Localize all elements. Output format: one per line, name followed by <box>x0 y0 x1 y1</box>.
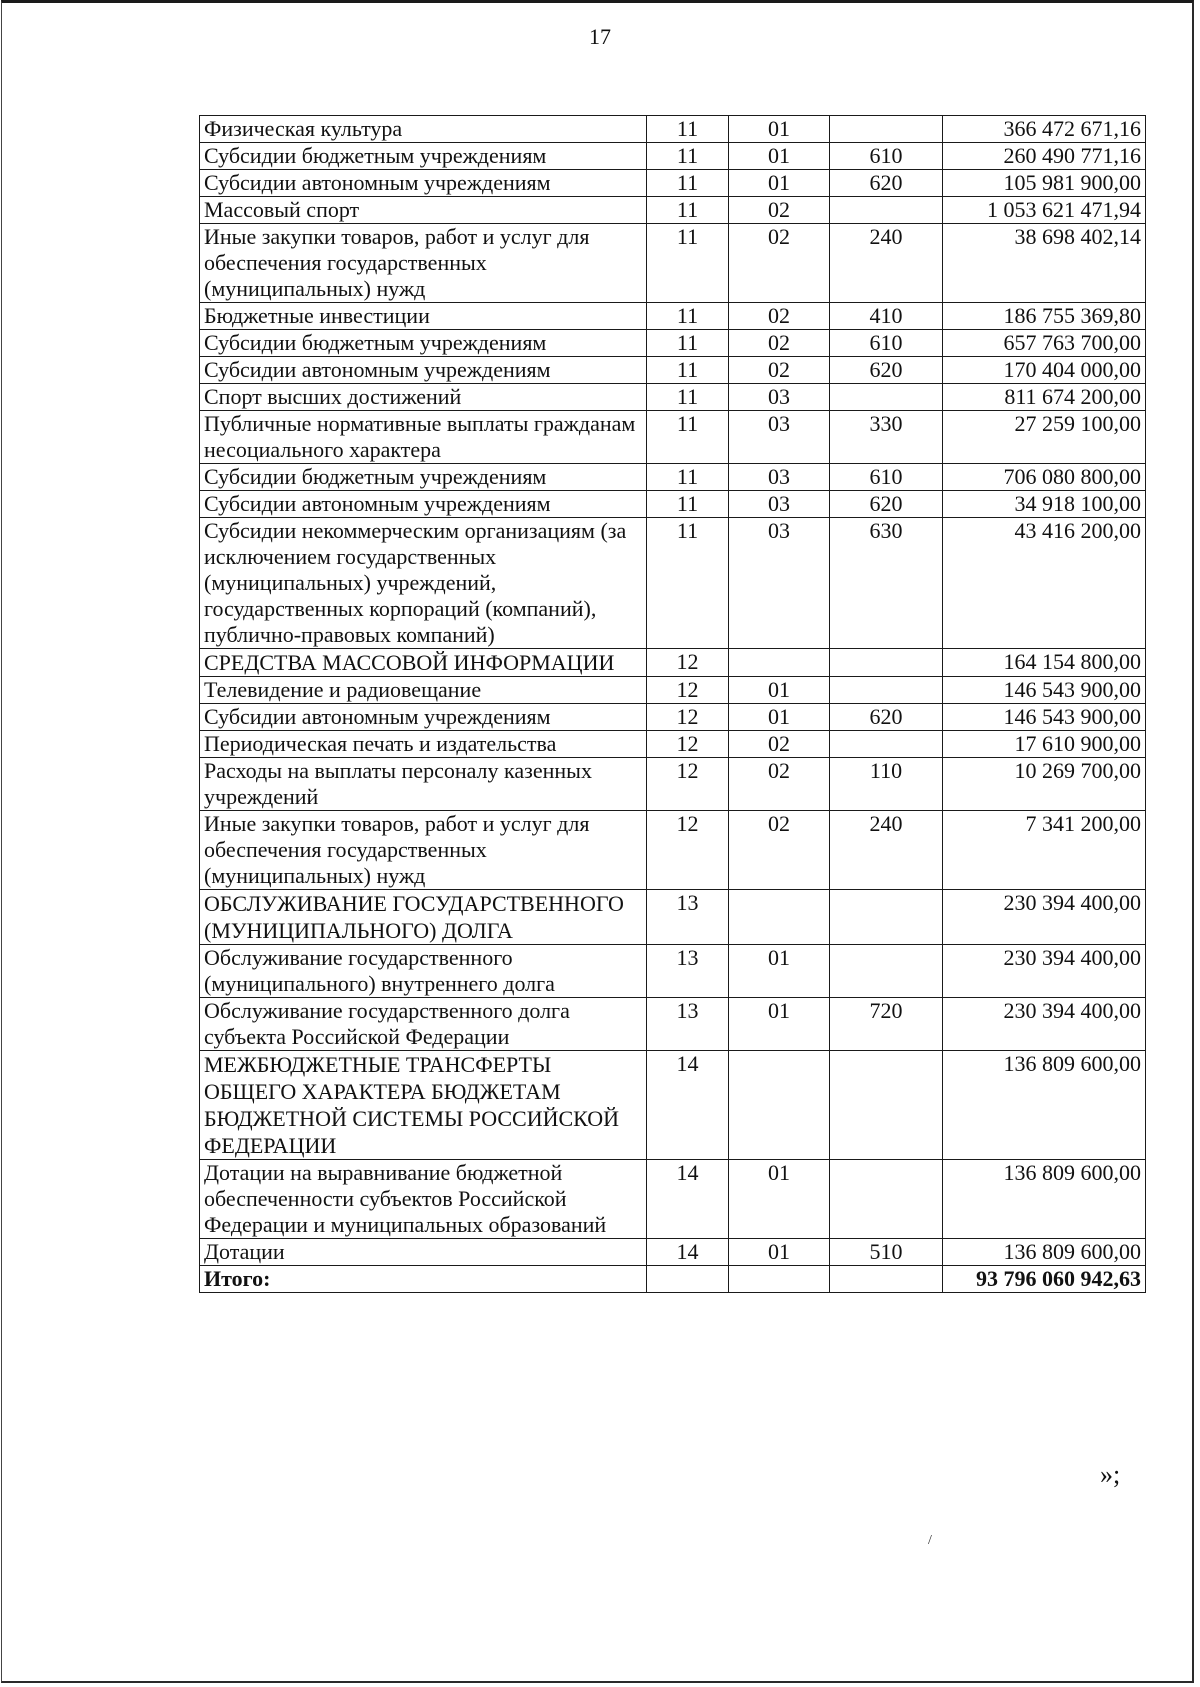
cell-amount: 7 341 200,00 <box>943 811 1146 890</box>
cell-amount: 164 154 800,00 <box>943 649 1146 677</box>
cell-expense-type <box>830 384 943 411</box>
cell-amount: 17 610 900,00 <box>943 731 1146 758</box>
cell-amount: 93 796 060 942,63 <box>943 1266 1146 1293</box>
cell-subsection: 02 <box>729 357 830 384</box>
cell-subsection: 03 <box>729 464 830 491</box>
cell-expense-type: 630 <box>830 518 943 649</box>
cell-name: Субсидии бюджетным учреждениям <box>200 330 647 357</box>
cell-amount: 146 543 900,00 <box>943 677 1146 704</box>
cell-subsection: 02 <box>729 731 830 758</box>
cell-expense-type: 620 <box>830 491 943 518</box>
cell-name: Субсидии автономным учреждениям <box>200 170 647 197</box>
table-row <box>200 731 1146 758</box>
cell-section: 12 <box>647 758 729 811</box>
cell-expense-type <box>830 197 943 224</box>
cell-subsection: 02 <box>729 224 830 303</box>
table-row <box>200 357 1146 384</box>
cell-amount: 105 981 900,00 <box>943 170 1146 197</box>
table-row <box>200 677 1146 704</box>
cell-subsection: 01 <box>729 945 830 998</box>
cell-section: 13 <box>647 945 729 998</box>
cell-name: МЕЖБЮДЖЕТНЫЕ ТРАНСФЕРТЫ ОБЩЕГО ХАРАКТЕРА БЮДЖЕТАМ БЮДЖЕТНОЙ СИСТЕМЫ РОССИЙСКОЙ ФЕДЕРАЦИИ <box>200 1051 647 1160</box>
cell-subsection <box>729 1266 830 1293</box>
table-row <box>200 224 1146 303</box>
table-row <box>200 811 1146 890</box>
cell-subsection: 01 <box>729 704 830 731</box>
cell-subsection <box>729 1051 830 1160</box>
cell-expense-type: 510 <box>830 1239 943 1266</box>
cell-amount: 366 472 671,16 <box>943 116 1146 143</box>
cell-name: Расходы на выплаты персоналу казенных учреждений <box>200 758 647 811</box>
cell-amount: 136 809 600,00 <box>943 1239 1146 1266</box>
table-row <box>200 1051 1146 1160</box>
cell-subsection: 02 <box>729 811 830 890</box>
cell-expense-type <box>830 890 943 945</box>
cell-amount: 10 269 700,00 <box>943 758 1146 811</box>
table-row <box>200 170 1146 197</box>
cell-name: Субсидии автономным учреждениям <box>200 704 647 731</box>
table-row <box>200 384 1146 411</box>
cell-amount: 706 080 800,00 <box>943 464 1146 491</box>
cell-amount: 230 394 400,00 <box>943 890 1146 945</box>
cell-subsection <box>729 649 830 677</box>
cell-amount: 43 416 200,00 <box>943 518 1146 649</box>
cell-section: 12 <box>647 811 729 890</box>
cell-name: Итого: <box>200 1266 647 1293</box>
cell-amount: 230 394 400,00 <box>943 998 1146 1051</box>
table-row <box>200 518 1146 649</box>
cell-expense-type <box>830 677 943 704</box>
cell-name: Бюджетные инвестиции <box>200 303 647 330</box>
table-row <box>200 491 1146 518</box>
cell-section: 11 <box>647 518 729 649</box>
closing-mark: »; <box>1100 1460 1121 1489</box>
cell-name: Иные закупки товаров, работ и услуг для обеспечения государственных (муниципальных) нужд <box>200 811 647 890</box>
cell-name: Субсидии бюджетным учреждениям <box>200 143 647 170</box>
cell-section: 13 <box>647 998 729 1051</box>
cell-amount: 230 394 400,00 <box>943 945 1146 998</box>
cell-name: Субсидии некоммерческим организациям (за исключением государственных (муниципальных) учреждений, государственных корпораций (компаний), публично-правовых компаний) <box>200 518 647 649</box>
cell-section: 11 <box>647 357 729 384</box>
cell-subsection: 02 <box>729 758 830 811</box>
cell-name: Субсидии автономным учреждениям <box>200 491 647 518</box>
cell-name: Субсидии автономным учреждениям <box>200 357 647 384</box>
cell-amount: 657 763 700,00 <box>943 330 1146 357</box>
cell-amount: 260 490 771,16 <box>943 143 1146 170</box>
budget-table-body <box>200 116 1146 1293</box>
cell-expense-type <box>830 1051 943 1160</box>
cell-section: 11 <box>647 197 729 224</box>
cell-section: 11 <box>647 384 729 411</box>
cell-amount: 1 053 621 471,94 <box>943 197 1146 224</box>
table-row <box>200 998 1146 1051</box>
cell-subsection: 03 <box>729 411 830 464</box>
total-row <box>200 1266 1146 1293</box>
cell-amount: 27 259 100,00 <box>943 411 1146 464</box>
cell-amount: 38 698 402,14 <box>943 224 1146 303</box>
cell-name: Спорт высших достижений <box>200 384 647 411</box>
cell-name: Иные закупки товаров, работ и услуг для обеспечения государственных (муниципальных) нужд <box>200 224 647 303</box>
cell-expense-type: 610 <box>830 143 943 170</box>
cell-subsection: 02 <box>729 330 830 357</box>
cell-subsection: 01 <box>729 1160 830 1239</box>
cell-section: 12 <box>647 677 729 704</box>
cell-subsection: 01 <box>729 143 830 170</box>
cell-name: Публичные нормативные выплаты гражданам несоциального характера <box>200 411 647 464</box>
cell-section: 14 <box>647 1160 729 1239</box>
cell-subsection: 01 <box>729 677 830 704</box>
cell-expense-type <box>830 1266 943 1293</box>
cell-section: 11 <box>647 491 729 518</box>
cell-section <box>647 1266 729 1293</box>
cell-expense-type <box>830 116 943 143</box>
cell-expense-type: 610 <box>830 464 943 491</box>
cell-name: Массовый спорт <box>200 197 647 224</box>
table-row <box>200 116 1146 143</box>
cell-subsection: 02 <box>729 303 830 330</box>
cell-subsection: 03 <box>729 518 830 649</box>
cell-name: Дотации <box>200 1239 647 1266</box>
cell-name: СРЕДСТВА МАССОВОЙ ИНФОРМАЦИИ <box>200 649 647 677</box>
table-row <box>200 303 1146 330</box>
page-number: 17 <box>589 24 611 49</box>
cell-subsection: 01 <box>729 1239 830 1266</box>
cell-section: 11 <box>647 143 729 170</box>
table-row <box>200 704 1146 731</box>
cell-subsection: 01 <box>729 998 830 1051</box>
cell-section: 11 <box>647 116 729 143</box>
cell-section: 13 <box>647 890 729 945</box>
table-row <box>200 197 1146 224</box>
cell-section: 14 <box>647 1239 729 1266</box>
table-row <box>200 649 1146 677</box>
cell-name: Физическая культура <box>200 116 647 143</box>
cell-section: 11 <box>647 330 729 357</box>
cell-amount: 146 543 900,00 <box>943 704 1146 731</box>
cell-amount: 136 809 600,00 <box>943 1160 1146 1239</box>
cell-subsection <box>729 890 830 945</box>
cell-section: 11 <box>647 303 729 330</box>
cell-subsection: 01 <box>729 170 830 197</box>
cell-section: 14 <box>647 1051 729 1160</box>
cell-name: Телевидение и радиовещание <box>200 677 647 704</box>
cell-section: 11 <box>647 170 729 197</box>
cell-amount: 811 674 200,00 <box>943 384 1146 411</box>
cell-section: 12 <box>647 704 729 731</box>
table-row <box>200 1160 1146 1239</box>
cell-subsection: 02 <box>729 197 830 224</box>
cell-section: 11 <box>647 411 729 464</box>
table-row <box>200 890 1146 945</box>
cell-expense-type: 610 <box>830 330 943 357</box>
cell-amount: 186 755 369,80 <box>943 303 1146 330</box>
cell-section: 11 <box>647 464 729 491</box>
budget-table <box>199 115 1146 1293</box>
cell-subsection: 01 <box>729 116 830 143</box>
cell-name: Периодическая печать и издательства <box>200 731 647 758</box>
table-row <box>200 143 1146 170</box>
cell-expense-type: 110 <box>830 758 943 811</box>
cell-section: 12 <box>647 649 729 677</box>
cell-expense-type <box>830 1160 943 1239</box>
cell-subsection: 03 <box>729 384 830 411</box>
table-row <box>200 411 1146 464</box>
table-row <box>200 945 1146 998</box>
cell-amount: 170 404 000,00 <box>943 357 1146 384</box>
cell-expense-type <box>830 945 943 998</box>
cell-section: 12 <box>647 731 729 758</box>
table-row <box>200 758 1146 811</box>
table-row <box>200 1239 1146 1266</box>
cell-name: Обслуживание государственного долга субъекта Российской Федерации <box>200 998 647 1051</box>
cell-name: Субсидии бюджетным учреждениям <box>200 464 647 491</box>
cell-name: Дотации на выравнивание бюджетной обеспеченности субъектов Российской Федерации и муниципальных образований <box>200 1160 647 1239</box>
cell-amount: 136 809 600,00 <box>943 1051 1146 1160</box>
cell-expense-type <box>830 731 943 758</box>
cell-expense-type <box>830 649 943 677</box>
cell-subsection: 03 <box>729 491 830 518</box>
cell-expense-type: 620 <box>830 170 943 197</box>
cell-name: ОБСЛУЖИВАНИЕ ГОСУДАРСТВЕННОГО (МУНИЦИПАЛЬНОГО) ДОЛГА <box>200 890 647 945</box>
cell-expense-type: 620 <box>830 357 943 384</box>
cell-expense-type: 240 <box>830 811 943 890</box>
cell-section: 11 <box>647 224 729 303</box>
cell-amount: 34 918 100,00 <box>943 491 1146 518</box>
cell-expense-type: 330 <box>830 411 943 464</box>
table-row <box>200 330 1146 357</box>
cell-expense-type: 720 <box>830 998 943 1051</box>
cell-name: Обслуживание государственного (муниципального) внутреннего долга <box>200 945 647 998</box>
table-row <box>200 464 1146 491</box>
stray-mark: / <box>928 1533 932 1548</box>
cell-expense-type: 240 <box>830 224 943 303</box>
cell-expense-type: 410 <box>830 303 943 330</box>
cell-expense-type: 620 <box>830 704 943 731</box>
